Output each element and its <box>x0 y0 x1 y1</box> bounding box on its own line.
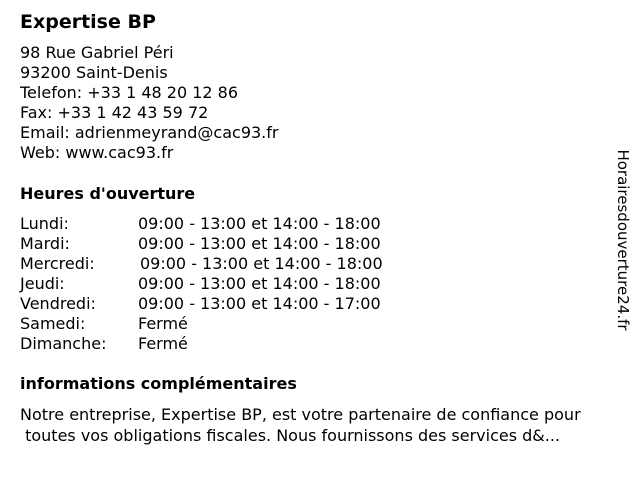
contact-block <box>20 43 278 163</box>
address-line-2: 93200 Saint-Denis <box>20 63 168 82</box>
day-label: Lundi: <box>20 214 69 233</box>
additional-info-heading: informations complémentaires <box>20 374 297 393</box>
day-hours: Fermé <box>138 314 188 333</box>
day-label: Mardi: <box>20 234 70 253</box>
additional-info-text: Notre entreprise, Expertise BP, est votre partenaire de confiance pour toutes vos obligations fiscales. Nous fournissons des services d&... <box>20 405 581 445</box>
day-label: Dimanche: <box>20 334 107 353</box>
email-line: Email: adrienmeyrand@cac93.fr <box>20 123 279 142</box>
phone-line: Telefon: +33 1 48 20 12 86 <box>20 83 239 102</box>
day-hours: 09:00 - 13:00 et 14:00 - 17:00 <box>138 294 381 313</box>
web-line: Web: www.cac93.fr <box>20 143 174 162</box>
site-watermark: Horairesdouverture24.fr <box>614 149 632 331</box>
day-hours: Fermé <box>138 334 188 353</box>
address-line-1: 98 Rue Gabriel Péri <box>20 43 174 62</box>
day-hours: 09:00 - 13:00 et 14:00 - 18:00 <box>140 254 383 273</box>
fax-line: Fax: +33 1 42 43 59 72 <box>20 103 209 122</box>
business-name: Expertise BP <box>20 11 156 33</box>
day-hours: 09:00 - 13:00 et 14:00 - 18:00 <box>138 234 381 253</box>
day-label: Mercredi: <box>20 254 95 273</box>
day-hours: 09:00 - 13:00 et 14:00 - 18:00 <box>138 214 381 233</box>
day-label: Vendredi: <box>20 294 96 313</box>
day-label: Samedi: <box>20 314 86 333</box>
opening-hours-heading: Heures d'ouverture <box>20 184 196 203</box>
day-hours: 09:00 - 13:00 et 14:00 - 18:00 <box>138 274 381 293</box>
day-label: Jeudi: <box>20 274 65 293</box>
